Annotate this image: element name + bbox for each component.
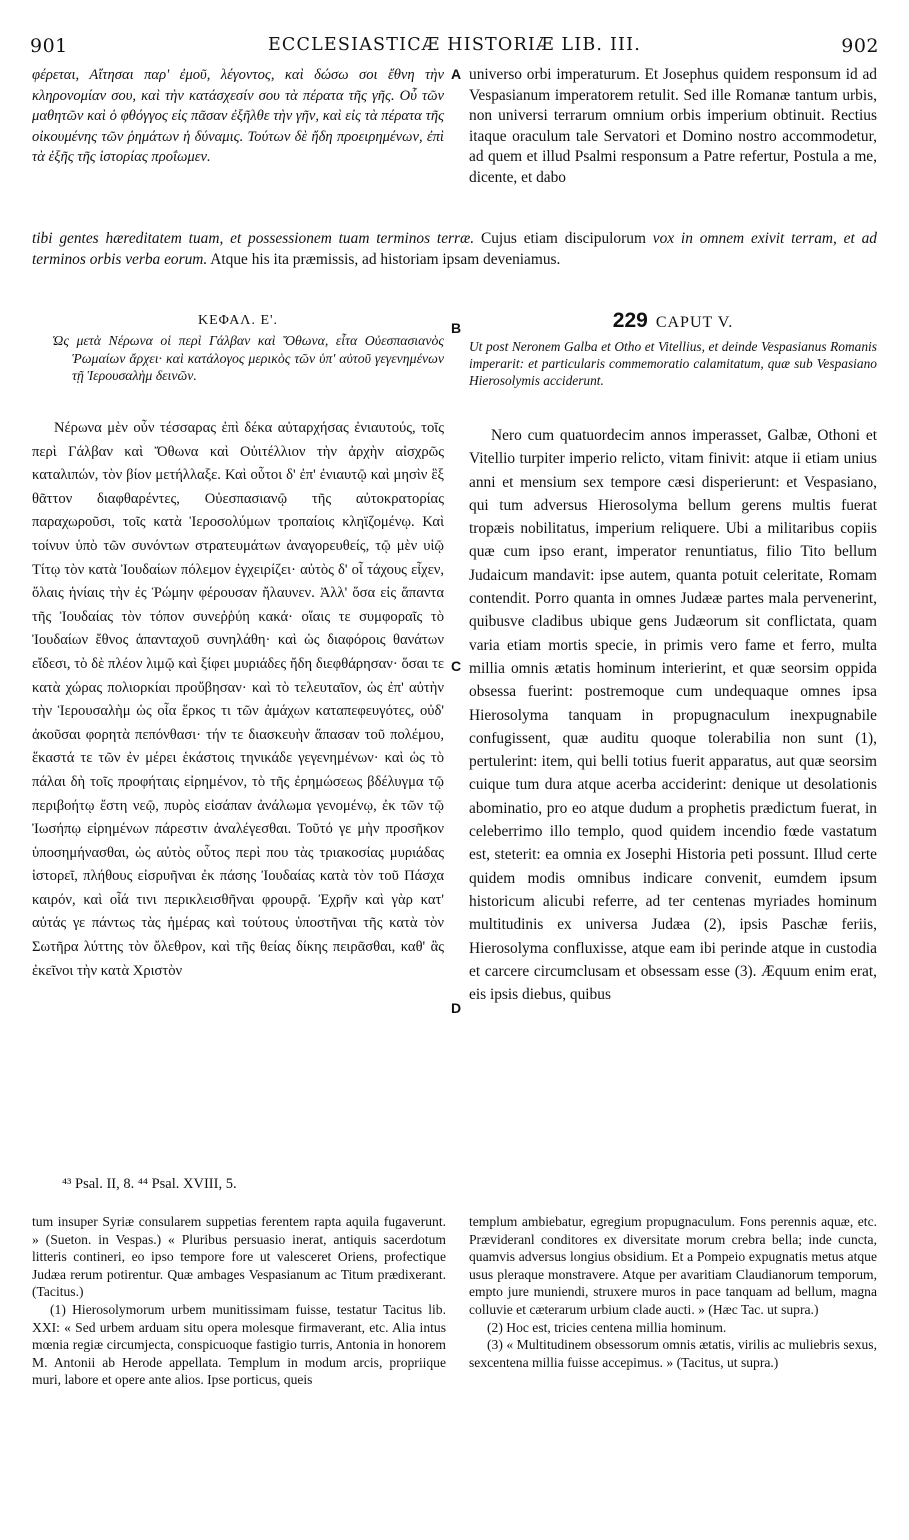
notes-left-column [32, 1213, 446, 1389]
latin-top-text: universo orbi imperaturum. Et Josephus quidem responsum id ad Vespasianum imperatorem retulit. Sed ille Romanæ tantum urbis, non universi terrarum omnium orbis imperium obtinuit. Rectius itaque oraculum tale Servatori et Domino nostro accommodetur, ad quem et illud Psalmi responsum a Patre refertur, Postula a me, dicente, et dabo [469, 66, 877, 186]
page-number-right: 902 [841, 35, 879, 57]
page-header [28, 33, 881, 59]
note-1: (1) Hierosolymorum urbem munitissimam fuisse, testatur Tacitus lib. XXI: « Sed urbem arduam situ opera molesque firmaverant, etc. Alia intus mœnia regiæ circumjecta, conspicuoque fastigio turris, Antonia in honorem M. Antonii ab Herode appellata. Templum in modum arcis, propriique muri, labore et opere ante alios. Ipse porticus, queis [32, 1301, 446, 1388]
latin-chapter-summary: Ut post Neronem Galba et Otho et Vitellius, et deinde Vespasianus Romanis imperarit: et particularis commemoratio calamitatum, quæ sub Vespasiano Hierosolymis acciderunt. [469, 339, 877, 388]
latin-spanning-text [32, 229, 877, 271]
greek-top-text: φέρεται, Αἴτησαι παρ' ἐμοῦ, λέγοντος, καὶ δώσω σοι ἔθνη τὴν κληρονομίαν σου, καὶ τὴν κατάσχεσίν σου τὰ πέρατα τῆς γῆς. Οὗ τῶν μαθητῶν καὶ ὁ φθόγγος εἰς πᾶσαν ἐξῆλθε τὴν γῆν, καὶ εἰς τὰ πέρατα τῆς οἰκουμένης τῶν ῥημάτων ἡ δύναμις. Τούτων δὲ ἤδη προειρημένων, ἐπὶ τὰ ἑξῆς τῆς ἱστορίας προΐωμεν. [32, 67, 444, 166]
greek-footnotes: ⁴³ Psal. II, 8. ⁴⁴ Psal. XVIII, 5. [62, 1176, 237, 1192]
latin-chapter-heading [469, 309, 877, 333]
margin-marker-a: A [451, 66, 462, 82]
latin-body-text: Nero cum quatuordecim annos imperasset, Galbæ, Othoni et Vitellio turpiter imperio relicto, vitam finivit: atque ii etiam unius anni et mensium sex tempore cæsi disperierunt: et Vespasiano, qui tum adversus Hierosolyma bellum gerens multis fuerat tropæis nobilitatus, imperium reliquere. Ubi a militaribus copiis quæ cum ipso erant, imperator renuntiatus, filio Tito bellum Judaicum mandavit: ipse autem, quanta potuit celeritate, Romam contendit. Porro quanta in omnes Judææ partes mala pervenerint, quibusve cladibus ubique gens Judæorum sit conflictata, quam varia etiam mortis specie, in primis vero fame et ferro, multa millia omnis ætatis hominum interierint, et quæ seorsim oppida obsessa fuerint: postremoque cum undequaque omnes ipsa Hierosolyma tanquam in propugnaculum inexpugnabile confugissent, quæ auditu quoque tolerabilia non sunt (1), pertulerint: item, qui belli totius fuerit apparatus, aut quæ seorsim cuique tum dura atque acerba acciderint: denique ut desolationis abominatio, pro eo atque dudum a prophetis prædictum fuerat, in celeberrimo illo templo, quod quidem incendio fœde vastatum est, steterit: ea omnia ex Josephi Historia peti possunt. Illud certe quidem modis omnibus indicare convenit, eumdem ipsum historicum alicubi referre, ad ter centenas myriades hominum multitudinis ex universa Judæa (2), ipsis Paschæ feriis, Hierosolyma confluxisse, atque eam ibi perinde atque in custodia et carcere circumclusam et obsessam esse (3). Æquum enim erat, eis ipsis diebus, quibus [469, 427, 877, 1004]
running-title: ECCLESIASTICÆ HISTORIÆ LIB. III. [267, 35, 642, 55]
margin-marker-b: B [451, 320, 462, 336]
greek-chapter-heading: ΚΕΦΑΛ. Ε'. [197, 313, 279, 328]
span-mid: Cujus etiam discipulorum [474, 230, 653, 247]
note-continuation-right: templum ambiebatur, egregium propugnaculum. Fons perennis aquæ, etc. Prævideranl conditores ex diversitate morum crebra bella; inde cuncta, quamvis adversus longius obsidium. Et a Pompeio expugnatis metus atque usus pleraque monstravere. Atque per avaritiam Claudianorum temporum, empto jure muniendi, struxere muros in pace tanquam ad bellum, magna colluvie et cæterarum urbium clade aucti. » (Hæc Tac. ut supra.) [469, 1214, 877, 1317]
section-number: 229 [612, 309, 648, 332]
psalm-quote: tibi gentes hæreditatem tuam, et possessionem tuam terminos terræ. [32, 230, 475, 247]
page-number-left: 901 [30, 35, 68, 57]
greek-body-text: Νέρωνα μὲν οὖν τέσσαρας ἐπὶ δέκα αὐταρχήσας ἐνιαυτούς, τοῖς περὶ Γάλβαν καὶ Ὄθωνα καὶ Οὐιτέλλιον τὴν ἀρχὴν αἰσχρῶς καταλιπών, τὸν βίον μετήλλαξε. Καὶ οὗτοι δ' ἐπ' ἐνιαυτῷ καὶ μησὶν ἓξ θᾶττον διαφθαρέντες, Οὐεσπασιανῷ τῆς αὐτοκρατορίας παραχωροῦσι, τοῖς κατὰ Ἱεροσολύμων τροπαίοις κληϊζομένῳ. Καὶ τοίνυν ὑπὸ τῶν συνόντων στρατευμάτων ἀναγορευθείς, τῷ μὲν υἱῷ Τίτῳ τὸν κατὰ Ἰουδαίων πόλεμον ἐγχειρίζει· αὐτὸς δ' οἷ τάχους εἶχεν, ὅλαις ἡνίαις τὴν ἐς Ῥώμην φέρουσαν ἤλαυνεν. Ἀλλ' ὅσα εἰς ἅπαντα τῆς Ἰουδαίας τὸν τόπον συνεῤῥύη κακά· οἵαις τε συμφοραῖς τὸ Ἰουδαίων ἔθνος ἁπανταχοῦ συνηλάθη· καὶ ὡς διαφόροις θανάτων εἴδεσι, τὸ δὲ πλέον λιμῷ καὶ ξίφει μυριάδες ἤδη διεφθάρησαν· ὅσαι τε κατὰ χώρας πολιορκίαι προὔβησαν· καὶ τὸ τελευταῖον, ὡς ἐπ' αὐτὴν τὴν Ἱερουσαλὴμ ὡς οἷα ἕρκος τι τῶν ἀμάχων καταπεφευγότες, οὐδ' ἀκοῦσαι φορητὰ πεπόνθασι· τήν τε διασκευὴν ἅπασαν τοῦ πολέμου, ἕκαστά τε τῶν ἐν μέρει ἑκάστοις τηνικάδε γεγενημένων· καὶ ὡς τὸ πάλαι δὴ τοῖς προφήταις εἰρημένον, τὸ τῆς ἐρημώσεως βδέλυγμα τῷ περιβοήτῳ ἔστη νεῷ, πυρὸς εἰσάπαν ἀνάλωμα γενομένῳ, ἐκ τῶν τῷ Ἰωσήπῳ εἰρημένων πάρεστιν ἀναλέγεσθαι. Τοῦτό γε μὴν προσῆκον ὑποσημήνασθαι, ὡς αὐτὸς οὗτος περὶ που τὰς τριακοσίας μυριάδας ἱστορεῖ, πλήθους εἰσρυῆναι ἐκ πάσης Ἰουδαίας κατὰ τὸν τοῦ Πάσχα καιρόν, καὶ οἷά τινι περικλεισθῆναι φρουρᾷ. Ἐχρῆν καὶ γὰρ κατ' αὐτάς γε πάντως τὰς ἡμέρας καὶ τούτους ὑποστῆναι τῆς κατὰ τὸν Σωτῆρα λύττης τὸν ὄλεθρον, καὶ τῆς θείας δίκης πειρᾶσθαι, καθ' ἃς ἐκεῖνοι τὴν κατὰ Χριστὸν [32, 420, 444, 979]
psalm-quote-2: vox in omnem exivit terram, et ad terminos orbis verba eorum. [32, 230, 877, 268]
margin-marker-c: C [451, 658, 462, 674]
margin-marker-d: D [451, 1000, 462, 1016]
notes-right-column [469, 1213, 877, 1371]
note-3: (3) « Multitudinem obsessorum omnis ætatis, virilis ac muliebris sexus, sexcentena millia fuisse accepimus. » (Tacitus, ut supra.) [469, 1337, 877, 1370]
caput-label: CAPUT V. [655, 314, 734, 331]
span-end: Atque his ita præmissis, ad historiam ipsam deveniamus. [207, 250, 561, 268]
note-continuation-left: tum insuper Syriæ consularem suppetias ferentem rapta aquila fugaverunt. » (Sueton. in Vespas.) « Pluribus persuasio inerat, antiquis sacerdotum litteris contineri, eo ipso tempore fore ut valesceret Oriens, profectique Judæa rerum potirentur. Quæ ambages Vespasianum ac Titum prædixerant. (Tacitus.) [32, 1214, 446, 1300]
note-2: (2) Hoc est, tricies centena millia hominum. [487, 1319, 727, 1335]
greek-chapter-summary: Ὡς μετὰ Νέρωνα οἱ περὶ Γάλβαν καὶ Ὄθωνα, εἶτα Οὐεσπασιανὸς Ῥωμαίων ἄρχει· καὶ κατάλογος μερικὸς τῶν ὑπ' αὐτοῦ γεγενημένων τῇ Ἱερουσαλὴμ δεινῶν. [52, 333, 444, 383]
